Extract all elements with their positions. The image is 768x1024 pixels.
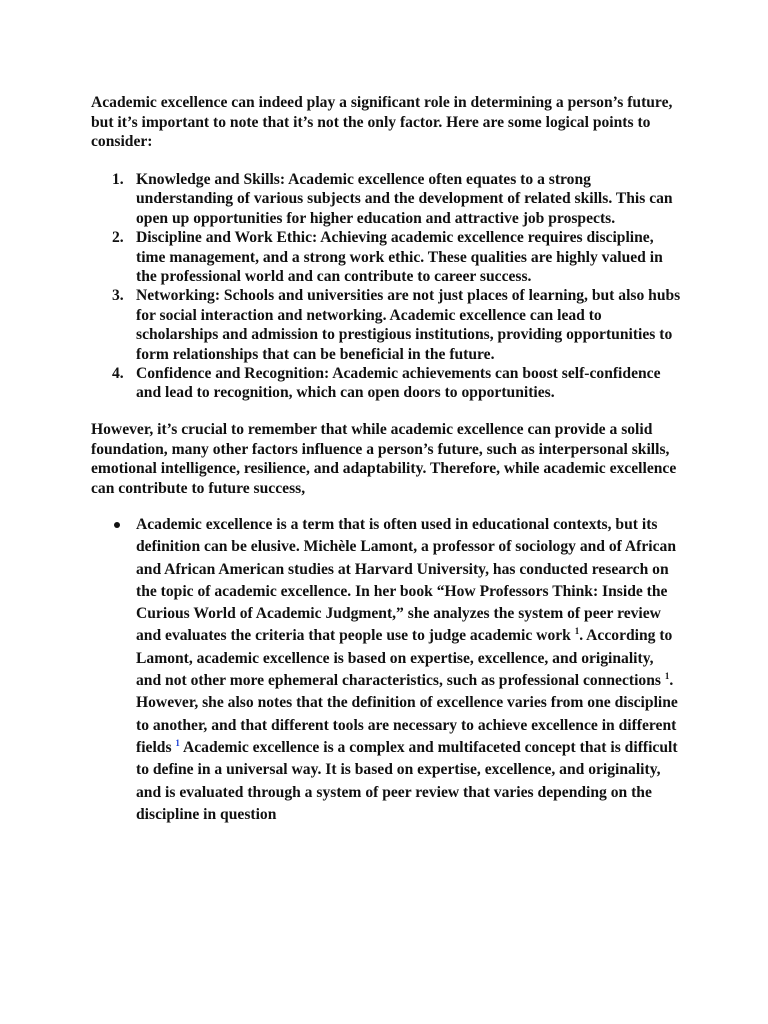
list-item (91, 228, 681, 286)
bullet-list (91, 514, 681, 826)
list-item (91, 170, 681, 228)
citation-link[interactable]: 1 (175, 737, 180, 748)
bullet-text-part2: . According to Lamont, academic excellence is based on expertise, excellence, and originality, and not other more ephemeral characteristics, such as professional connections (136, 627, 673, 690)
list-item-text: Confidence and Recognition: Academic achievements can boost self-confidence and lead to recognition, which can open doors to opportunities. (136, 365, 661, 402)
list-item-number: 2. (112, 229, 124, 247)
list-item-text: Discipline and Work Ethic: Achieving academic excellence requires discipline, time management, and a strong work ethic. These qualities are highly valued in the professional world and can contribute to career success. (136, 229, 663, 286)
summary-paragraph: However, it’s crucial to remember that while academic excellence can provide a solid foundation, many other factors influence a person’s future, such as interpersonal skills, emotional intelligence, resilience, and adaptability. Therefore, while academic excellence can contribute to future success, (91, 421, 677, 497)
citation-superscript: 1 (574, 626, 580, 637)
list-item (91, 364, 681, 403)
list-item-text: Knowledge and Skills: Academic excellence often equates to a strong understanding of various subjects and the development of related skills. This can open up opportunities for higher education and attractive job prospects. (136, 171, 673, 227)
list-item-number: 4. (112, 365, 124, 383)
list-item-number: 1. (112, 171, 124, 188)
list-item-number: 3. (112, 287, 124, 305)
bullet-item (91, 514, 681, 826)
bullet-dot-icon (114, 522, 120, 528)
bullet-text-part4: Academic excellence is a complex and multifaceted concept that is difficult to define in a universal way. It is based on expertise, excellence, and originality, and is evaluated through a system of peer review that varies depending on the discipline in question (136, 738, 678, 823)
list-item (91, 286, 681, 364)
bullet-text-part3: . However, she also notes that the definition of excellence varies from one discipline to another, and that different tools are necessary to achieve excellence in different fields (136, 672, 678, 756)
citation-superscript: 1 (664, 671, 670, 682)
list-item-text: Networking: Schools and universities are not just places of learning, but also hubs for social interaction and networking. Academic excellence can lead to scholarships and admission to prestigious institutions, providing opportunities to form relationships that can be beneficial in the future. (136, 287, 681, 363)
intro-paragraph: Academic excellence can indeed play a significant role in determining a person’s future, but it’s important to note that it’s not the only factor. Here are some logical points to consider: (91, 94, 673, 151)
numbered-list (91, 170, 681, 403)
bullet-text-part1: Academic excellence is a term that is often used in educational contexts, but its definition can be elusive. Michèle Lamont, a professor of sociology and of African and African American studies at Harvard University, has conducted research on the topic of academic excellence. In her book “How Professors Think: Inside the Curious World of Academic Judgment,” she analyzes the system of peer review and evaluates the criteria that people use to judge academic work (136, 516, 676, 645)
